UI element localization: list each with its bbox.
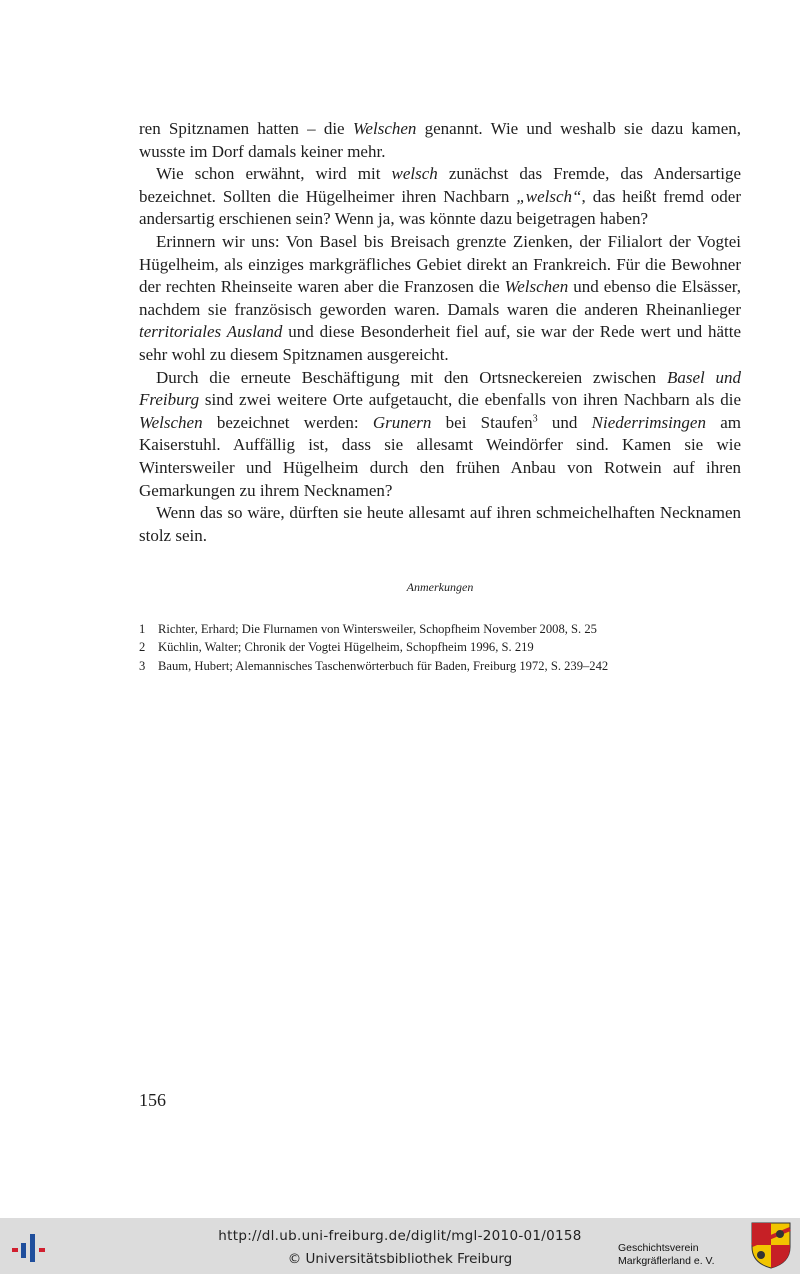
italic-term: Niederrimsingen bbox=[591, 412, 706, 432]
italic-term: welsch bbox=[391, 164, 438, 184]
notes-heading: Anmerkungen bbox=[406, 580, 474, 594]
paragraph-2 bbox=[139, 163, 741, 231]
note-item bbox=[139, 638, 741, 656]
italic-term: „welsch“ bbox=[516, 186, 582, 206]
footnote-ref: 3 bbox=[532, 413, 538, 425]
text-run: und bbox=[537, 412, 592, 432]
italic-term: Welschen bbox=[139, 412, 203, 432]
note-text: Küchlin, Walter; Chronik der Vogtei Hügelheim, Schopfheim 1996, S. 219 bbox=[158, 640, 534, 655]
note-number: 2 bbox=[139, 640, 146, 655]
text-run: genannt. Wie und weshalb sie dazu kamen, wusste im Dorf damals keiner mehr. bbox=[139, 119, 742, 161]
text-run: und ebenso die Elsässer, nachdem sie französisch geworden waren. Damals waren die anderen Rheinanlieger bbox=[139, 277, 741, 319]
note-item bbox=[139, 657, 741, 675]
text-run: und diese Besonderheit fiel auf, sie war der Rede wert und hätte sehr wohl zu diesem Spitznamen ausgereicht. bbox=[139, 322, 741, 364]
society-name-line2: Markgräflerland e. V. bbox=[618, 1255, 715, 1267]
page-number: 156 bbox=[139, 1090, 166, 1110]
note-text: Richter, Erhard; Die Flurnamen von Wintersweiler, Schopfheim November 2008, S. 25 bbox=[158, 622, 597, 636]
paragraph-4 bbox=[139, 367, 741, 503]
text-run: am Kaiserstuhl. Auffällig ist, dass sie allesamt Weindörfer sind. Kamen sie wie Wintersweiler und Hügelheim durch den frühen Anbau von Rotwein auf ihren Gemarkungen zu ihrem Necknamen? bbox=[139, 412, 741, 500]
text-run: sind zwei weitere Orte aufgetaucht, die ebenfalls von ihren Nachbarn als die bbox=[199, 390, 741, 410]
society-name bbox=[618, 1242, 758, 1268]
italic-term: Welschen bbox=[504, 277, 569, 297]
note-text: Baum, Hubert; Alemannisches Taschenwörterbuch für Baden, Freiburg 1972, S. 239–242 bbox=[158, 658, 609, 673]
italic-term: Welschen bbox=[352, 119, 417, 138]
text-run: Wie schon erwähnt, wird mit bbox=[156, 164, 392, 184]
geschichtsverein-crest-icon[interactable] bbox=[750, 1221, 792, 1274]
text-run: Erinnern wir uns: Von Basel bis Breisach grenzte Zienken, der Filialort der Vogtei Hügelheim, als einziges markgräfliches Gebiet direkt an Frankreich. Für die Bewohner der rechten Rheinseite waren aber die Franzosen die bbox=[139, 231, 741, 297]
footer-url-link[interactable]: http://dl.ub.uni-freiburg.de/diglit/mgl-2010-01/0158 bbox=[218, 1228, 582, 1244]
text-run: Durch die erneute Beschäftigung mit den Ortsneckereien zwischen bbox=[156, 367, 667, 387]
italic-term: Basel und Freiburg bbox=[139, 367, 741, 410]
text-run: zunächst das Fremde, das Andersartige bezeichnet. Sollten die Hügelheimer ihren Nachbarn bbox=[139, 164, 741, 206]
text-run: bezeichnet werden: bbox=[202, 412, 373, 432]
note-number: 1 bbox=[139, 622, 146, 636]
footer-copyright: © Universitätsbibliothek Freiburg bbox=[287, 1251, 513, 1267]
note-number: 3 bbox=[139, 658, 146, 673]
main-text bbox=[139, 118, 741, 547]
footer-bar bbox=[0, 1218, 800, 1274]
paragraph-5 bbox=[139, 502, 741, 547]
society-name-line1: Geschichtsverein bbox=[618, 1242, 699, 1254]
paragraph-3 bbox=[139, 231, 741, 367]
text-run: bei Staufen bbox=[431, 412, 533, 432]
text-run: , das heißt fremd oder andersartig erschienen sein? Wenn ja, was könnte dazu beigetragen haben? bbox=[139, 186, 742, 229]
italic-term: Grunern bbox=[372, 412, 432, 432]
italic-term: territoriales Ausland bbox=[139, 322, 283, 342]
notes-list bbox=[139, 620, 741, 675]
text-run: ren Spitznamen hatten – die bbox=[139, 119, 353, 138]
text-run: Wenn das so wäre, dürften sie heute allesamt auf ihren schmeichelhaften Necknamen stolz sein. bbox=[139, 503, 741, 545]
note-item bbox=[139, 620, 741, 638]
paragraph-1 bbox=[139, 118, 741, 163]
